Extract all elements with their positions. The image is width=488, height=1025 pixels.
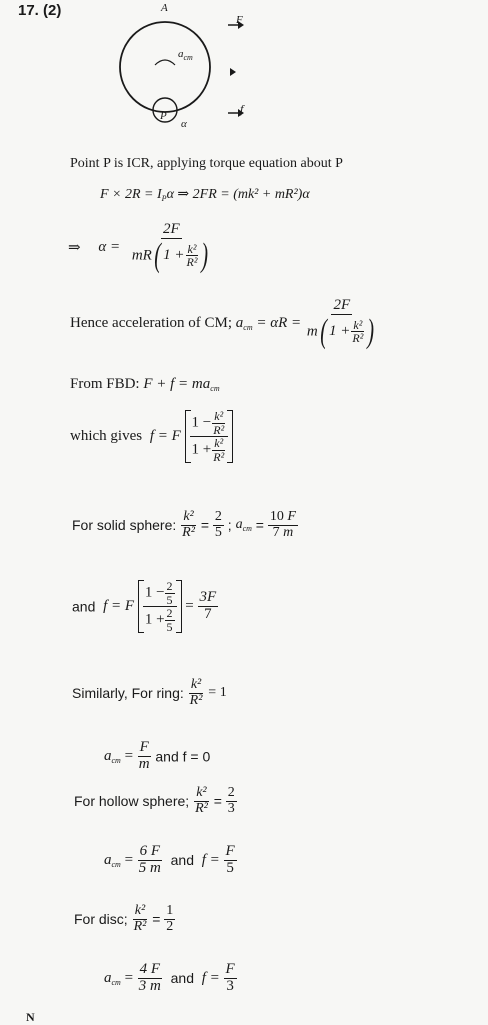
acm-equation: Hence acceleration of CM; $a_{cm} = \alpha R$ = 2F m ( 1 + $\frac{\text{k²}}{\text{R²}}$ )	[70, 297, 375, 350]
solid-sphere-equation: For solid sphere: $\frac{\text{k²}}{\text{R²}}$ = $\frac{2}{5}$ ; $a_{cm}$ = $\frac{10 F}{7 m}$	[72, 509, 296, 540]
ring-equation: Similarly, For ring: $\frac{\text{k²}}{\text{R²}}$ = 1	[72, 677, 227, 708]
disc-equation: For disc; $\frac{\text{k²}}{\text{R²}}$ = $\frac{1}{2}$	[74, 903, 174, 934]
ring-acm: $a_{cm}$ = $\frac{F}{m}$ and f = 0	[104, 739, 211, 772]
hollow-sphere-result: $a_{cm}$ = $\frac{6 F}{5 m}$ and f = $\frac{F}{5}$	[104, 843, 235, 876]
footer-cut-text: N	[26, 1010, 35, 1024]
label-P: P	[160, 110, 167, 122]
rotation-arrow-icon	[155, 60, 175, 65]
torque-equation: $F \times 2R = I_P\alpha$ ⇒ 2FR = (mk² + mR²)α	[100, 187, 310, 203]
fbd-equation: From FBD: $F + f = ma_{cm}$	[70, 376, 220, 393]
label-top: A	[161, 2, 168, 14]
problem-number: 17. (2)	[18, 2, 62, 19]
disc-result: $a_{cm}$ = $\frac{4 F}{3 m}$ and f = $\frac{F}{3}$	[104, 961, 235, 994]
text-line-icr: Point P is ICR, applying torque equation about P	[70, 156, 343, 171]
alpha-equation: ⇒ α = 2F mR ( 1 + $\frac{\text{k²}}{\text{R²}}$ )	[68, 221, 209, 274]
acceleration-arrow-icon	[230, 68, 236, 76]
solid-sphere-friction: and f = F 1 − $\frac{2}{5}$ 1 + $\frac{2}{5}$ = $\frac{3F}{7}$	[72, 579, 217, 634]
label-F: F	[236, 14, 243, 26]
label-acm: $a_{cm}$	[178, 48, 193, 62]
label-alpha: α	[181, 118, 187, 130]
label-f: f	[240, 102, 244, 116]
hollow-sphere-equation: For hollow sphere; $\frac{\text{k²}}{\text{R²}}$ = $\frac{2}{3}$	[74, 785, 235, 816]
friction-general-equation: which gives f = F 1 − $\frac{\text{k²}}{\text{R²}}$ 1 + $\frac{\text{k²}}{\text{R²}}$	[70, 410, 233, 463]
